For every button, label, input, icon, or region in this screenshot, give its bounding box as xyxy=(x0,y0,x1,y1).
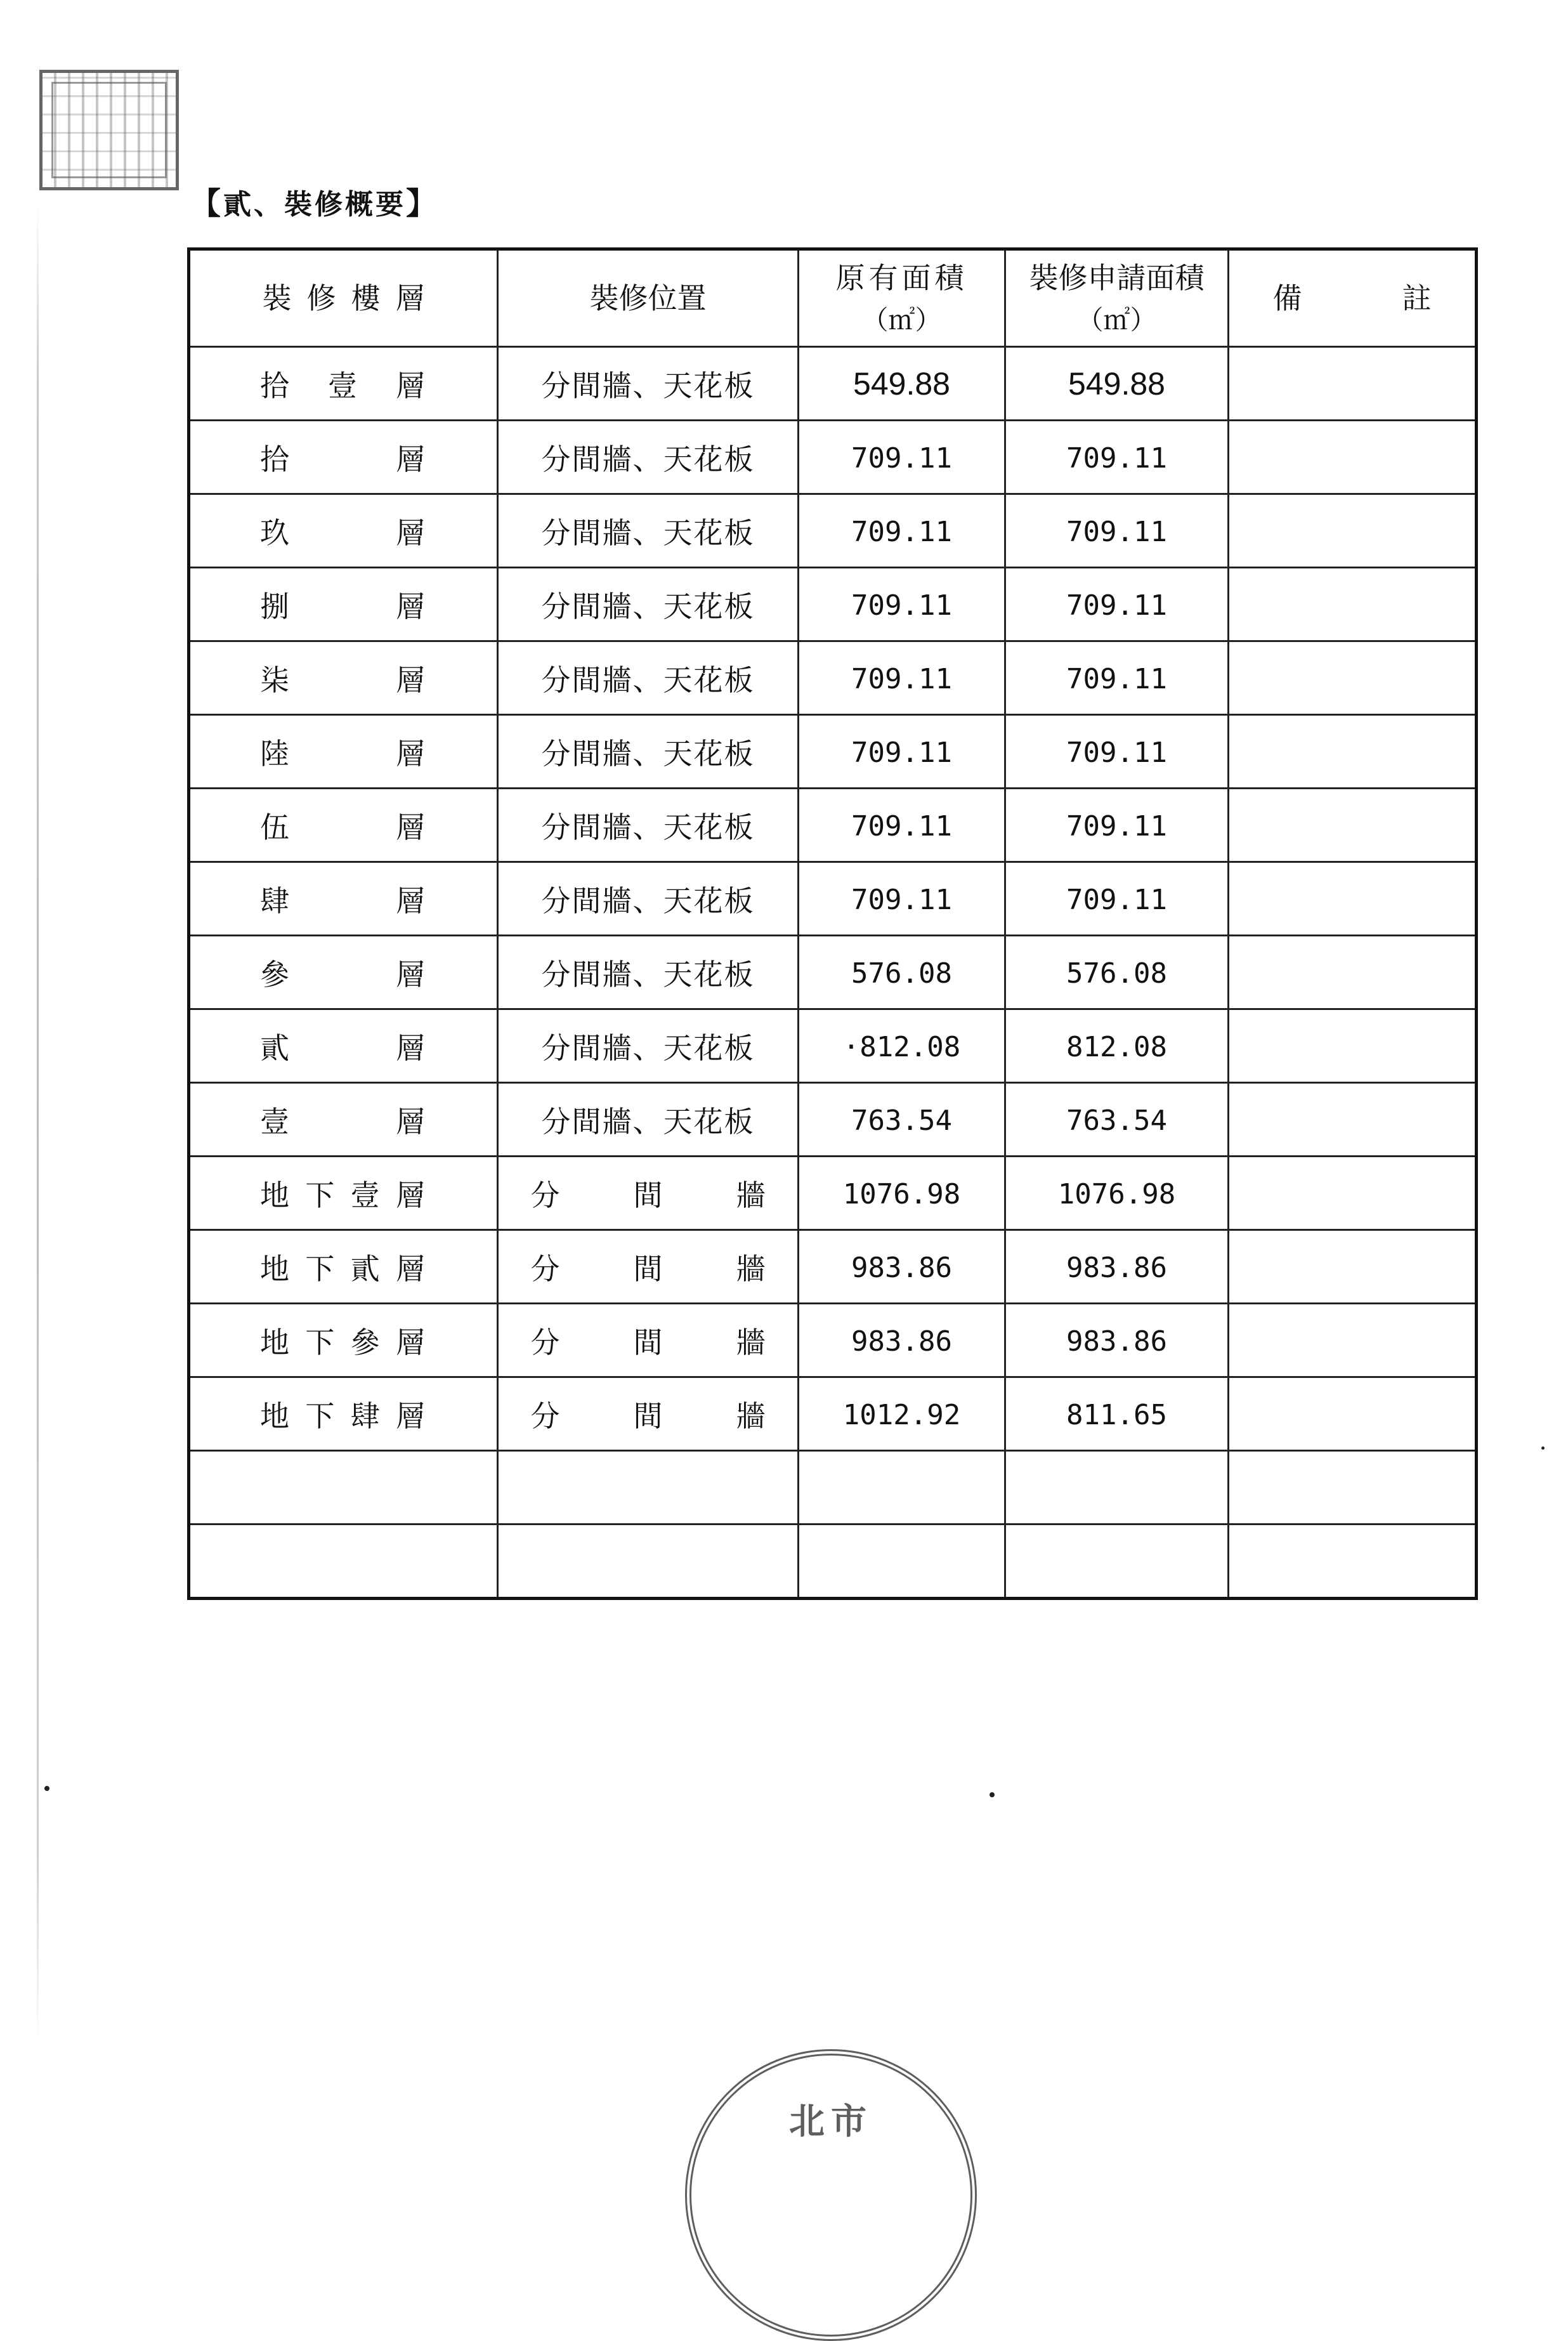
cell-note xyxy=(1229,641,1477,715)
floor-label: 捌層 xyxy=(260,589,425,624)
cell-position xyxy=(498,1009,799,1083)
original-area-value: 709.11 xyxy=(851,883,952,916)
cell-original-area xyxy=(799,1377,1005,1451)
cell-original-area xyxy=(799,715,1005,789)
floor-label: 參層 xyxy=(260,957,425,992)
cell-position xyxy=(498,421,799,494)
header-requested-area xyxy=(1005,249,1229,347)
position-label: 分間牆 xyxy=(530,1325,766,1360)
position-label: 分間牆、天花板 xyxy=(541,1104,755,1139)
table-body xyxy=(189,347,1477,1599)
original-area-value: 983.86 xyxy=(851,1251,952,1284)
title-text: 貳、裝修概要 xyxy=(223,188,407,221)
cell-floor xyxy=(189,1451,498,1525)
cell-requested-area xyxy=(1005,936,1229,1009)
table-row xyxy=(189,1304,1477,1377)
cell-position xyxy=(498,1157,799,1230)
requested-area-value: 811.65 xyxy=(1066,1398,1167,1431)
cell-floor xyxy=(189,1304,498,1377)
cell-floor xyxy=(189,494,498,568)
cell-original-area xyxy=(799,862,1005,936)
cell-floor xyxy=(189,715,498,789)
original-area-value: 709.11 xyxy=(851,589,952,622)
cell-note xyxy=(1229,1009,1477,1083)
cell-original-area xyxy=(799,789,1005,862)
requested-area-value: 709.11 xyxy=(1066,515,1167,548)
cell-floor xyxy=(189,568,498,641)
position-label: 分間牆 xyxy=(530,1398,766,1433)
cell-original-area xyxy=(799,641,1005,715)
cell-original-area xyxy=(799,1083,1005,1157)
original-area-value: 709.11 xyxy=(851,736,952,769)
scan-speck xyxy=(990,1792,995,1797)
cell-position xyxy=(498,715,799,789)
table-row xyxy=(189,1009,1477,1083)
cell-note xyxy=(1229,421,1477,494)
cell-requested-area xyxy=(1005,568,1229,641)
table-row xyxy=(189,1083,1477,1157)
position-label: 分間牆、天花板 xyxy=(541,957,755,992)
position-label: 分間牆、天花板 xyxy=(541,1030,755,1065)
cell-floor xyxy=(189,421,498,494)
table-row xyxy=(189,1525,1477,1599)
title-close-bracket: 】 xyxy=(406,186,440,221)
cell-requested-area xyxy=(1005,715,1229,789)
original-area-value: ·812.08 xyxy=(842,1030,961,1063)
floor-label: 壹層 xyxy=(260,1104,425,1139)
table-row xyxy=(189,1230,1477,1304)
cell-requested-area xyxy=(1005,1083,1229,1157)
floor-label: 伍層 xyxy=(260,810,425,844)
cell-requested-area xyxy=(1005,1009,1229,1083)
floor-label: 拾層 xyxy=(260,442,425,476)
cell-position xyxy=(498,936,799,1009)
cell-requested-area xyxy=(1005,789,1229,862)
header-requested-area-label: 裝修申請面積 xyxy=(1029,261,1205,295)
cell-note xyxy=(1229,568,1477,641)
cell-floor xyxy=(189,936,498,1009)
floor-label: 拾壹層 xyxy=(260,368,425,403)
header-original-area-label: 原有面積 xyxy=(835,261,968,295)
header-floor-label: 裝修樓層 xyxy=(262,280,440,315)
floor-label: 地下貳層 xyxy=(260,1251,425,1286)
original-area-value: 549.88 xyxy=(853,365,950,402)
requested-area-value: 709.11 xyxy=(1066,736,1167,769)
floor-label: 地下參層 xyxy=(260,1325,425,1360)
cell-requested-area xyxy=(1005,1525,1229,1599)
table-row xyxy=(189,789,1477,862)
cell-floor xyxy=(189,1525,498,1599)
floor-label: 陸層 xyxy=(260,736,425,771)
cell-requested-area xyxy=(1005,1157,1229,1230)
cell-note xyxy=(1229,1525,1477,1599)
cell-floor xyxy=(189,1083,498,1157)
corner-stamp-seal xyxy=(39,70,179,190)
cell-floor xyxy=(189,1157,498,1230)
cell-note xyxy=(1229,1230,1477,1304)
renovation-summary-table xyxy=(187,247,1478,1600)
original-area-value: 983.86 xyxy=(851,1325,952,1358)
original-area-value: 709.11 xyxy=(851,515,952,548)
cell-position xyxy=(498,494,799,568)
cell-position xyxy=(498,1525,799,1599)
table-header-row xyxy=(189,249,1477,347)
table-row xyxy=(189,641,1477,715)
original-area-value: 763.54 xyxy=(851,1104,952,1137)
cell-note xyxy=(1229,1451,1477,1525)
cell-requested-area xyxy=(1005,494,1229,568)
original-area-value: 1076.98 xyxy=(842,1177,961,1210)
cell-requested-area xyxy=(1005,862,1229,936)
title-open-bracket: 【 xyxy=(190,186,224,221)
cell-original-area xyxy=(799,421,1005,494)
cell-requested-area xyxy=(1005,421,1229,494)
requested-area-value: 709.11 xyxy=(1066,883,1167,916)
table-row xyxy=(189,494,1477,568)
cell-note xyxy=(1229,1083,1477,1157)
position-label: 分間牆 xyxy=(530,1251,766,1286)
header-note-label: 備註 xyxy=(1272,280,1432,315)
requested-area-value: 709.11 xyxy=(1066,589,1167,622)
cell-position xyxy=(498,641,799,715)
original-area-value: 709.11 xyxy=(851,810,952,843)
cell-original-area xyxy=(799,1525,1005,1599)
cell-position xyxy=(498,1451,799,1525)
requested-area-value: 1076.98 xyxy=(1057,1177,1176,1210)
requested-area-value: 812.08 xyxy=(1066,1030,1167,1063)
seal-text: 北市 xyxy=(789,2101,873,2142)
cell-requested-area xyxy=(1005,1451,1229,1525)
floor-label: 柒層 xyxy=(260,662,425,697)
original-area-value: 709.11 xyxy=(851,662,952,695)
cell-floor xyxy=(189,789,498,862)
floor-label: 肆層 xyxy=(260,883,425,918)
header-position-label: 裝修位置 xyxy=(589,280,707,315)
cell-note xyxy=(1229,1304,1477,1377)
cell-position xyxy=(498,347,799,421)
cell-original-area xyxy=(799,1230,1005,1304)
cell-original-area xyxy=(799,1157,1005,1230)
cell-floor xyxy=(189,1009,498,1083)
position-label: 分間牆、天花板 xyxy=(541,736,755,771)
table-row xyxy=(189,347,1477,421)
requested-area-value: 709.11 xyxy=(1066,442,1167,475)
table-row xyxy=(189,715,1477,789)
header-original-area-unit: （㎡） xyxy=(861,305,942,336)
requested-area-value: 983.86 xyxy=(1066,1325,1167,1358)
cell-note xyxy=(1229,1377,1477,1451)
section-title xyxy=(190,179,439,223)
requested-area-value: 576.08 xyxy=(1066,957,1167,990)
official-round-seal xyxy=(685,2049,977,2341)
original-area-value: 709.11 xyxy=(851,442,952,475)
cell-position xyxy=(498,1304,799,1377)
requested-area-value: 709.11 xyxy=(1066,662,1167,695)
cell-requested-area xyxy=(1005,1377,1229,1451)
cell-floor xyxy=(189,1377,498,1451)
original-area-value: 1012.92 xyxy=(842,1398,961,1431)
cell-note xyxy=(1229,347,1477,421)
position-label: 分間牆、天花板 xyxy=(541,515,755,550)
header-floor xyxy=(189,249,498,347)
table-row xyxy=(189,568,1477,641)
floor-label: 地下壹層 xyxy=(260,1177,425,1212)
table-row xyxy=(189,1157,1477,1230)
cell-original-area xyxy=(799,1304,1005,1377)
position-label: 分間牆 xyxy=(530,1177,766,1212)
cell-original-area xyxy=(799,1451,1005,1525)
cell-original-area xyxy=(799,347,1005,421)
cell-floor xyxy=(189,862,498,936)
cell-position xyxy=(498,568,799,641)
header-requested-area-unit: （㎡） xyxy=(1076,305,1157,336)
requested-area-value: 549.88 xyxy=(1068,365,1165,402)
cell-position xyxy=(498,1083,799,1157)
header-position xyxy=(498,249,799,347)
position-label: 分間牆、天花板 xyxy=(541,662,755,697)
floor-label: 貳層 xyxy=(260,1030,425,1065)
original-area-value: 576.08 xyxy=(851,957,952,990)
page-edge-shadow xyxy=(37,203,39,2043)
cell-floor xyxy=(189,347,498,421)
position-label: 分間牆、天花板 xyxy=(541,883,755,918)
cell-note xyxy=(1229,494,1477,568)
cell-note xyxy=(1229,862,1477,936)
cell-floor xyxy=(189,1230,498,1304)
header-note xyxy=(1229,249,1477,347)
floor-label: 地下肆層 xyxy=(260,1398,425,1433)
position-label: 分間牆、天花板 xyxy=(541,368,755,403)
cell-position xyxy=(498,1377,799,1451)
cell-position xyxy=(498,1230,799,1304)
header-original-area xyxy=(799,249,1005,347)
cell-requested-area xyxy=(1005,641,1229,715)
scan-speck xyxy=(1541,1446,1545,1450)
scan-speck xyxy=(44,1786,49,1791)
cell-position xyxy=(498,862,799,936)
cell-requested-area xyxy=(1005,1304,1229,1377)
cell-floor xyxy=(189,641,498,715)
table-row xyxy=(189,1451,1477,1525)
cell-original-area xyxy=(799,936,1005,1009)
cell-original-area xyxy=(799,568,1005,641)
position-label: 分間牆、天花板 xyxy=(541,589,755,624)
table-row xyxy=(189,421,1477,494)
table-row xyxy=(189,1377,1477,1451)
table-row xyxy=(189,936,1477,1009)
cell-original-area xyxy=(799,1009,1005,1083)
floor-label: 玖層 xyxy=(260,515,425,550)
cell-requested-area xyxy=(1005,1230,1229,1304)
cell-note xyxy=(1229,715,1477,789)
requested-area-value: 983.86 xyxy=(1066,1251,1167,1284)
table-row xyxy=(189,862,1477,936)
requested-area-value: 763.54 xyxy=(1066,1104,1167,1137)
position-label: 分間牆、天花板 xyxy=(541,810,755,844)
cell-requested-area xyxy=(1005,347,1229,421)
requested-area-value: 709.11 xyxy=(1066,810,1167,843)
cell-position xyxy=(498,789,799,862)
cell-original-area xyxy=(799,494,1005,568)
cell-note xyxy=(1229,936,1477,1009)
cell-note xyxy=(1229,789,1477,862)
cell-note xyxy=(1229,1157,1477,1230)
position-label: 分間牆、天花板 xyxy=(541,442,755,476)
